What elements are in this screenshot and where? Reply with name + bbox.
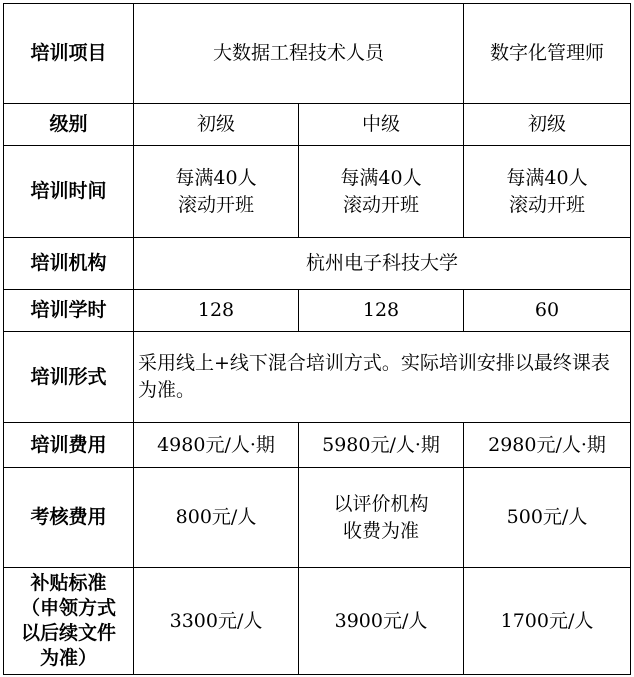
time-c1 bbox=[134, 146, 299, 238]
hours-c1: 128 bbox=[134, 290, 299, 332]
row-exam bbox=[4, 468, 631, 568]
subsidy-label-line4: 为准） bbox=[39, 647, 97, 669]
exam-c2 bbox=[299, 468, 464, 568]
label-subsidy bbox=[4, 568, 134, 675]
row-institution bbox=[4, 238, 631, 290]
project-digital: 数字化管理师 bbox=[464, 4, 631, 104]
time-c2 bbox=[299, 146, 464, 238]
subsidy-c2: 3900元/人 bbox=[299, 568, 464, 675]
time-c3-line1: 每满40人 bbox=[506, 166, 588, 189]
subsidy-label-line2: （申领方式 bbox=[20, 597, 116, 619]
subsidy-label-line3: 以后续文件 bbox=[20, 622, 116, 644]
subsidy-c1: 3300元/人 bbox=[134, 568, 299, 675]
label-hours: 培训学时 bbox=[4, 290, 134, 332]
row-time bbox=[4, 146, 631, 238]
row-hours bbox=[4, 290, 631, 332]
label-fee: 培训费用 bbox=[4, 423, 134, 468]
fee-c2: 5980元/人·期 bbox=[299, 423, 464, 468]
exam-c1: 800元/人 bbox=[134, 468, 299, 568]
project-bigdata: 大数据工程技术人员 bbox=[134, 4, 464, 104]
time-c1-line1: 每满40人 bbox=[175, 166, 257, 189]
row-format bbox=[4, 332, 631, 423]
row-project bbox=[4, 4, 631, 104]
time-c3 bbox=[464, 146, 631, 238]
label-time: 培训时间 bbox=[4, 146, 134, 238]
time-c1-line2: 滚动开班 bbox=[177, 193, 254, 216]
exam-c2-line2: 收费为准 bbox=[343, 519, 420, 542]
subsidy-label-line1: 补贴标准 bbox=[30, 572, 107, 594]
row-fee bbox=[4, 423, 631, 468]
hours-c2: 128 bbox=[299, 290, 464, 332]
institution-value: 杭州电子科技大学 bbox=[134, 238, 631, 290]
training-info-table bbox=[3, 3, 631, 675]
format-value: 采用线上+线下混合培训方式。实际培训安排以最终课表为准。 bbox=[134, 332, 631, 423]
level-c3: 初级 bbox=[464, 104, 631, 146]
time-c2-line2: 滚动开班 bbox=[343, 193, 420, 216]
label-project: 培训项目 bbox=[4, 4, 134, 104]
fee-c1: 4980元/人·期 bbox=[134, 423, 299, 468]
label-institution: 培训机构 bbox=[4, 238, 134, 290]
hours-c3: 60 bbox=[464, 290, 631, 332]
fee-c3: 2980元/人·期 bbox=[464, 423, 631, 468]
time-c2-line1: 每满40人 bbox=[340, 166, 422, 189]
label-level: 级别 bbox=[4, 104, 134, 146]
exam-c2-line1: 以评价机构 bbox=[333, 492, 429, 515]
subsidy-c3: 1700元/人 bbox=[464, 568, 631, 675]
row-subsidy bbox=[4, 568, 631, 675]
exam-c3: 500元/人 bbox=[464, 468, 631, 568]
row-level bbox=[4, 104, 631, 146]
level-c1: 初级 bbox=[134, 104, 299, 146]
level-c2: 中级 bbox=[299, 104, 464, 146]
time-c3-line2: 滚动开班 bbox=[509, 193, 586, 216]
label-format: 培训形式 bbox=[4, 332, 134, 423]
label-exam: 考核费用 bbox=[4, 468, 134, 568]
